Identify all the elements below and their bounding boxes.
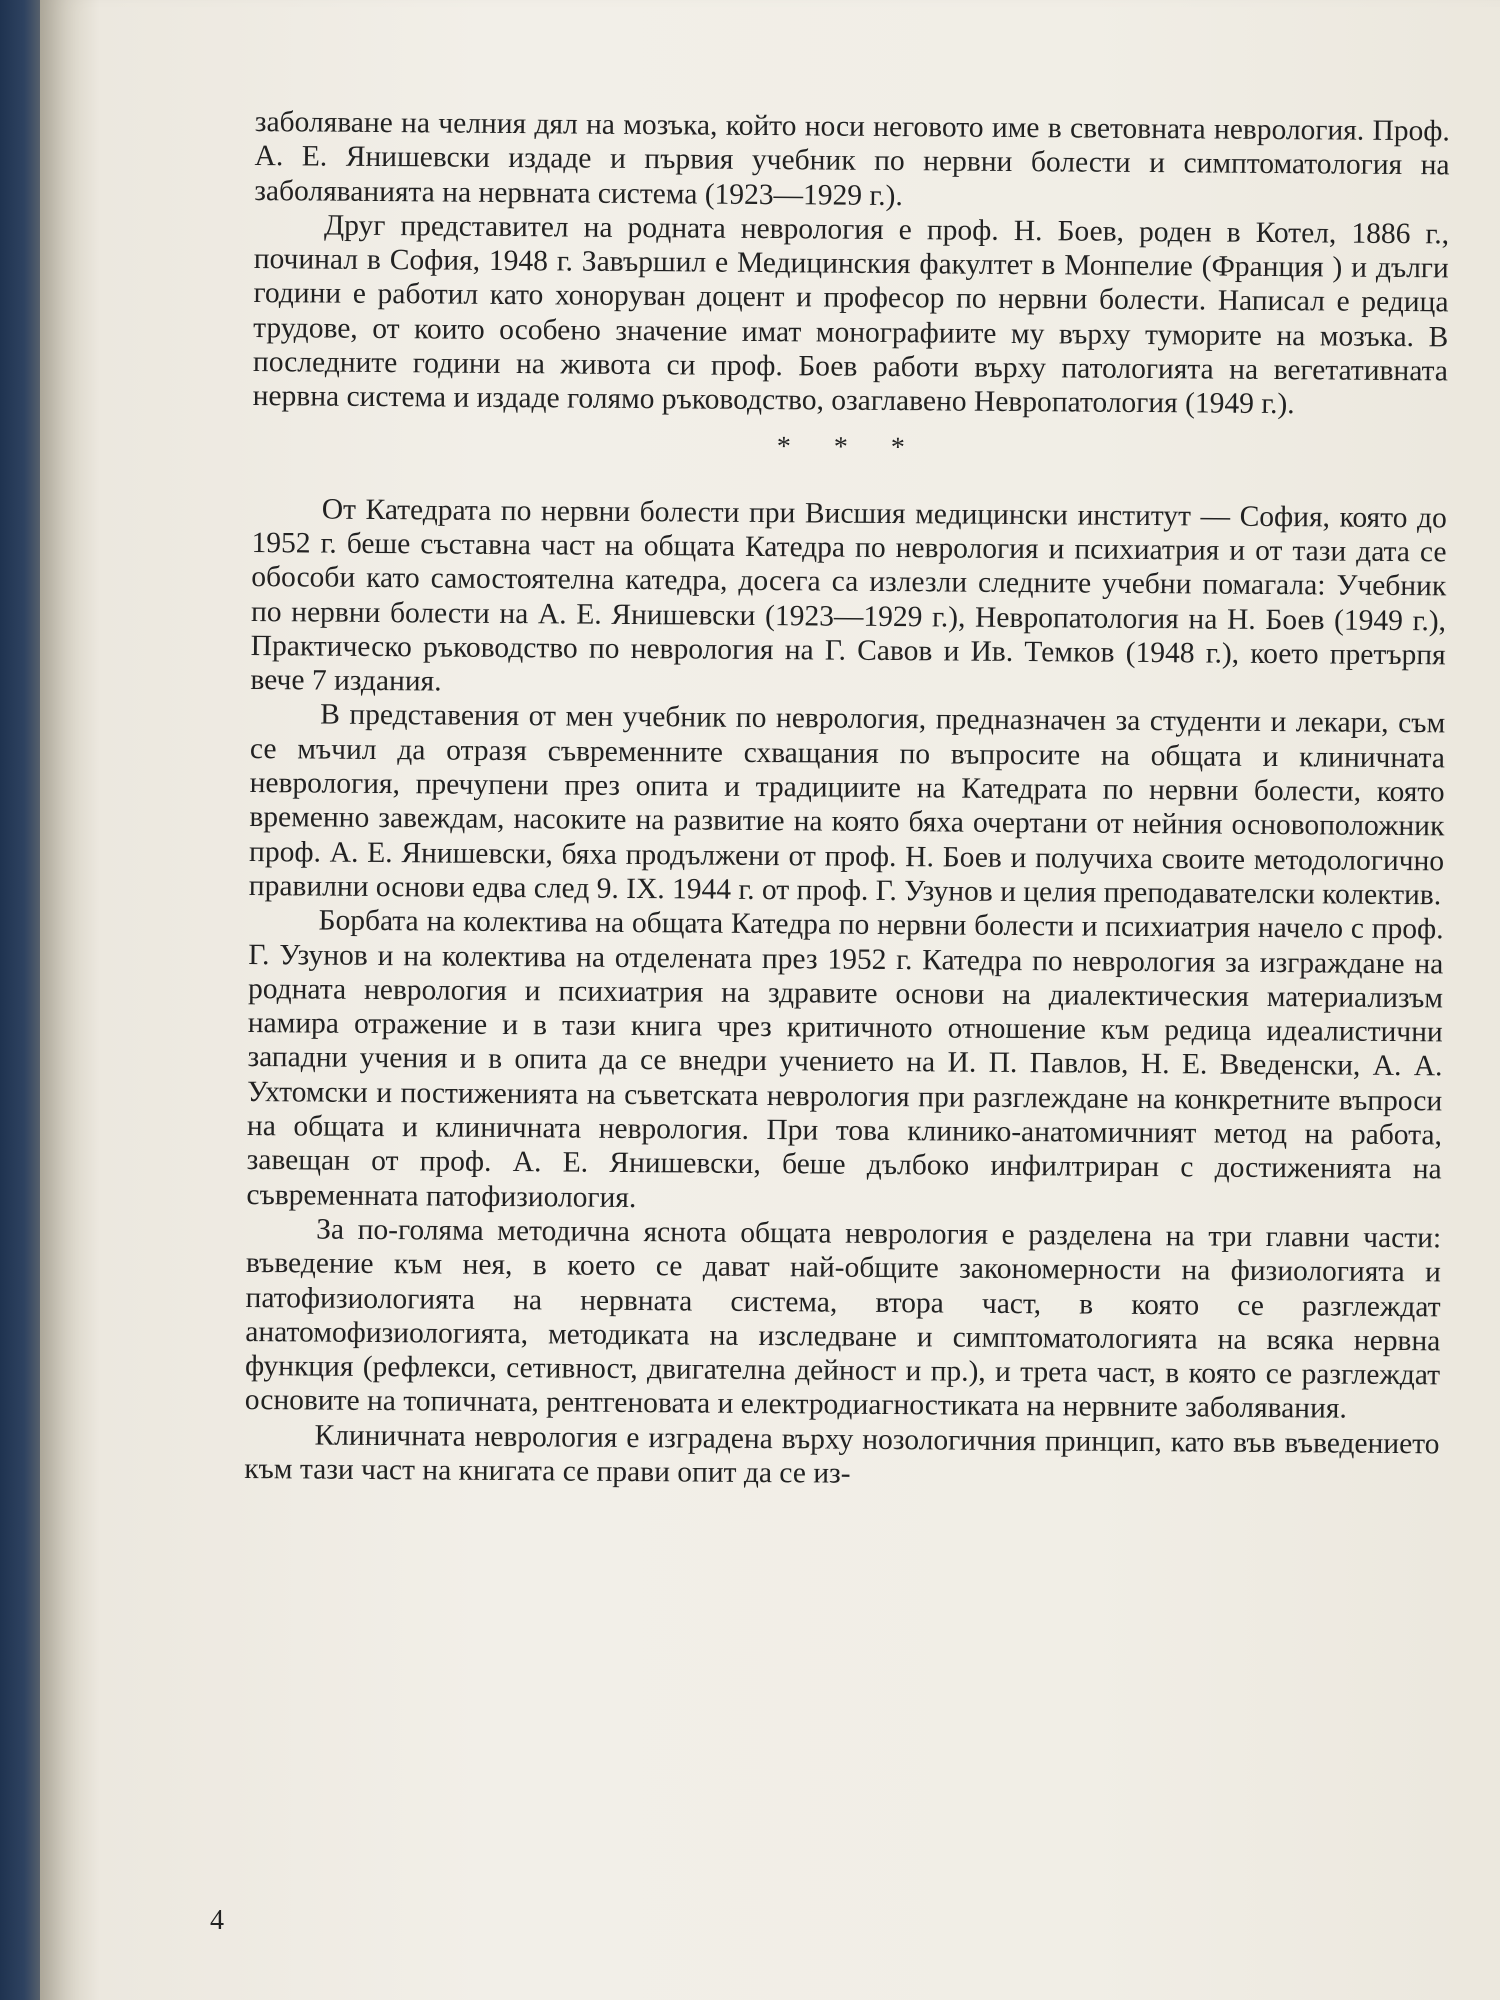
paragraph: Клиничната неврология е изградена върху нозологичния принцип, като във въведението към тази част на книгата се прави опит да се из- <box>244 1419 1440 1490</box>
paragraph: Борбата на колектива на общата Катедра по нервни болести и психиатрия начело с проф. Г. Узунов и на колектива на отделената през 1952 г. Катедра по неврология за изграждане на родната неврология и психиатрия на здравите основи на диалектическия материализъм намира отражение и в тази книга чрез критичното отношение към редица идеалистични западни учения и в опита да се внедри учението на И. П. Павлов, Н. Е. Введенски, А. А. Ухтомски и постиженията на съветската неврология при разглеждане на конкретните въпроси на общата и клиничната неврология. При това клинико-анатомичният метод на работа, завещан от проф. А. Е. Янишевски, беше дълбоко инфилтриран с достиженията на съвременната патофизиология. <box>246 904 1444 1214</box>
page-text-block <box>244 105 1450 1496</box>
page-number: 4 <box>210 1905 224 1936</box>
section-separator: * * * <box>776 430 923 463</box>
paragraph: В представения от мен учебник по неврология, предназначен за студенти и лекари, съм се мъчил да отразя съвременните схващания по въпросите на общата и клиничната неврология, пречупени през опита и традициите на Катедрата по нервни болести, която временно завеждам, насоките на развитие на която бяха очертани от нейния основоположник проф. А. Е. Янишевски, бяха продължени от проф. Н. Боев и получиха своите методологично правилни основи едва след 9. IX. 1944 г. от проф. Г. Узунов и целия преподавателски колектив. <box>248 698 1446 912</box>
paragraph: Друг представител на родната неврология е проф. Н. Боев, роден в Котел, 1886 г., починал в София, 1948 г. Завършил е Медицинския факултет в Монпелие (Франция ) и дълги години е работил като хоноруван доцент и професор по нервни болести. Написал е редица трудове, от които особено значение имат монографиите му върху туморите на мозъка. В последните години на живота си проф. Боев работи върху патологията на вегетативната нервна система и издаде голямо ръководство, озаглавено Невропатология (1949 г.). <box>252 209 1450 421</box>
paragraph: заболяване на челния дял на мозъка, който носи неговото име в световната неврология. Проф. А. Е. Янишевски издаде и първия учебник по нервни болести и симптоматология на заболяванията на нервната система (1923—1929 г.). <box>254 105 1450 212</box>
paragraph: За по-голяма методична яснота общата неврология е разделена на три главни части: въведение към нея, в което се дават най-общите закономерности на физиологията и патофизиологията на нервната система, втора част, в която се разглеждат анатомофизиологията, методиката на изследване и симптоматологията на всяка нервна функция (рефлекси, сетивност, двигателна дейност и пр.), и трета част, в която се разглеждат основите на топичната, рентгеновата и електродиагностиката на нервните заболявания. <box>244 1213 1442 1426</box>
paragraph: От Катедрата по нервни болести при Висшия медицински институт — София, която до 1952 г. беше съставна част на общата Катедра по неврология и психиатрия и от тази дата се обособи като самостоятелна катедра, досега са излезли следните учебни помагала: Учебник по нервни болести на А. Е. Янишевски (1923—1929 г.), Невропатология на Н. Боев (1949 г.), Практическо ръководство по неврология на Г. Савов и Ив. Темков (1948 г.), което претърпя вече 7 издания. <box>250 493 1447 698</box>
